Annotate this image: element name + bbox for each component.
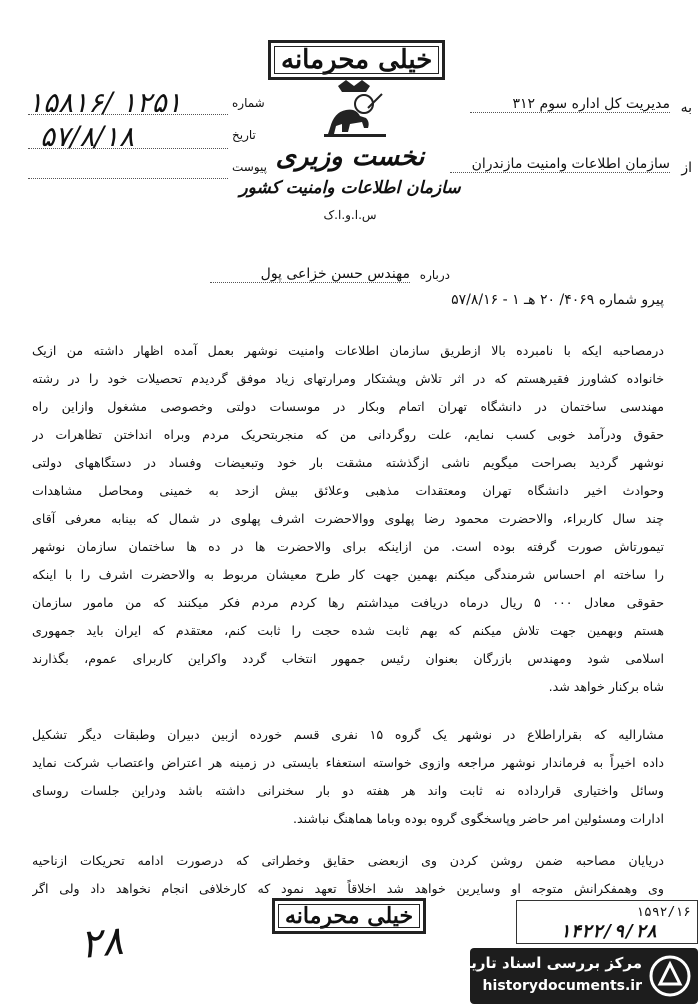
org-line-ministry: نخست وزیری (275, 142, 425, 172)
date-label: تاریخ (232, 128, 256, 142)
number-value: ۱۵۸۱۶/ ۱۲۵۱ (28, 86, 182, 119)
archive-code: ۱۵۹۲/۱۶ (636, 905, 691, 920)
attachment-underline (28, 178, 228, 179)
reference-line: پیرو شماره ۴۰۶۹/ ۲۰ هـ ۱ - ۵۷/۸/۱۶ (451, 292, 664, 308)
history-documents-watermark (445, 948, 698, 1004)
body-line: دریایان مصاحبه ضمن روشن کردن وی ازبعضی حقایق وخطراتی که درصورت ادامه تحریکات ازناحیه (32, 853, 664, 868)
body-line: را ساخته ام احساس شرمندگی میکنم بهمین جهت کار طرح معیشان مربوط به والاحضرت اشرف را با اینکه (32, 567, 664, 582)
to-value: مدیریت کل اداره سوم ۳۱۲ (470, 96, 670, 113)
body-line: هستم وبهمین جهت تلاش میکنم که بهم ثابت شده حجت را ثابت کنم، معتقدم که ایران باید جمهوری (32, 623, 664, 638)
body-line: شاه برکنار خواهد شد. (548, 679, 664, 694)
archive-logo-icon (648, 954, 692, 998)
lion-and-sun-emblem-icon (320, 78, 390, 140)
to-label: به (680, 100, 692, 116)
page-number: ۲۸ (77, 917, 126, 969)
stamp-text: خیلی محرمانه (281, 45, 433, 75)
stamp-text: خیلی محرمانه (285, 903, 414, 929)
body-line: حقوق ودرآمد خوبی کسب نمایم، علت روگردانی من که منجربتحریک مردم وبراه انداختن تظاهرات در (32, 427, 664, 442)
body-line: ادارات ومسئولین امر حاضر وپاسخگوی گروه بوده وباما هماهنگ نباشند. (293, 811, 664, 826)
classification-stamp-top (268, 40, 445, 80)
from-value: سازمان اطلاعات وامنیت مازندران (450, 156, 670, 173)
body-line: مهندسی ساختمان در دانشگاه تهران اتمام وبکار در موسسات دولتی وخصوصی مشغول وازاین راه (32, 399, 664, 414)
watermark-url: historydocuments.ir (482, 978, 642, 994)
body-line: خانواده کشاورز فقیرهستم که در اثر تلاش وپشتکار ومرارتهای زیاد موفق گردیدم تحصیلات خود را در رشته (32, 371, 664, 386)
body-line: درمصاحبه ایکه با نامبرده بالا ازطریق سازمان اطلاعات وامنیت نوشهر بعمل آمده اظهار داشته من ازیک (32, 343, 664, 358)
body-line: اسلامی شود ومهندس بازرگان بعنوان رئیس جمهور انتخاب گردد واکراین کاربرای عموم، بگذارند (32, 651, 664, 666)
watermark-title: مرکز بررسی اسناد تاریخی (445, 954, 642, 972)
org-line-savak: سازمان اطلاعات وامنیت کشور (239, 178, 461, 198)
body-line: حقوقی معادل ۰۰۰ ۵ ریال درماه دریافت میداشتم رها کردم مردم فکر میکنند که من مامور سازمان (32, 595, 664, 610)
body-line: مشارالیه که بقراراطلاع در نوشهر یک گروه ۱۵ نفری قسم خورده ازبین دبیران وطبقات دیگر تشکیل (32, 727, 664, 742)
body-line: تیمورتاش صورت گرفته بوده است. من ازاینکه برای والاحضرت ها در ده ها ساختمان سازمان نوشهر (32, 539, 664, 554)
classification-stamp-bottom (272, 898, 426, 934)
org-line-abbrev: س.ا.و.ا.ک (323, 208, 377, 222)
from-label: از (681, 160, 692, 176)
number-label: شماره (232, 96, 265, 110)
subject-label: درباره (419, 268, 450, 282)
archive-date: ۱۴۲۲/۹/۲۸ (559, 921, 657, 942)
date-value: ۵۷/۸/۱۸ (40, 120, 135, 153)
body-line: داده اخیراً به فرماندار نوشهر مراجعه وازوی خواسته استعفاء بایستی در زمینه هر اعتراض واعتصاب شرکت نماید (32, 755, 664, 770)
number-underline (28, 114, 228, 115)
attachment-label: پیوست (232, 160, 267, 174)
body-line: وی وهمفکرانش متوجه او وسایرین خواهد شد اخلاقاً تعهد نمود که کارخلافی انجام نخواهد داد ولی اگر (32, 881, 664, 896)
body-line: نوشهر گردید بصراحت میگویم ناشی ازگذشته مشقت بار خود وتبعیضات وفساد در دستگاههای دولتی (32, 455, 664, 470)
subject-value: مهندس حسن خزاعی پول (210, 266, 410, 283)
body-line: وحوادث اخیر دانشگاه تهران ومعتقدات مذهبی وعلائق بیش ازحد به خمینی ومحاصل مشاهدات (32, 483, 664, 498)
body-line: وسائل واختیاری قرارداده نه ثابت واند هر هفته دو بار سخنرانی داشته باشد ودراین جلسات روسای (32, 783, 664, 798)
date-underline (28, 148, 228, 149)
archive-box (516, 900, 698, 944)
body-line: چند سال کاربراء، والاحضرت محمود رضا پهلوی ووالاحضرت اشرف پهلوی در شمال که بینابه معرفی آقای (32, 511, 664, 526)
